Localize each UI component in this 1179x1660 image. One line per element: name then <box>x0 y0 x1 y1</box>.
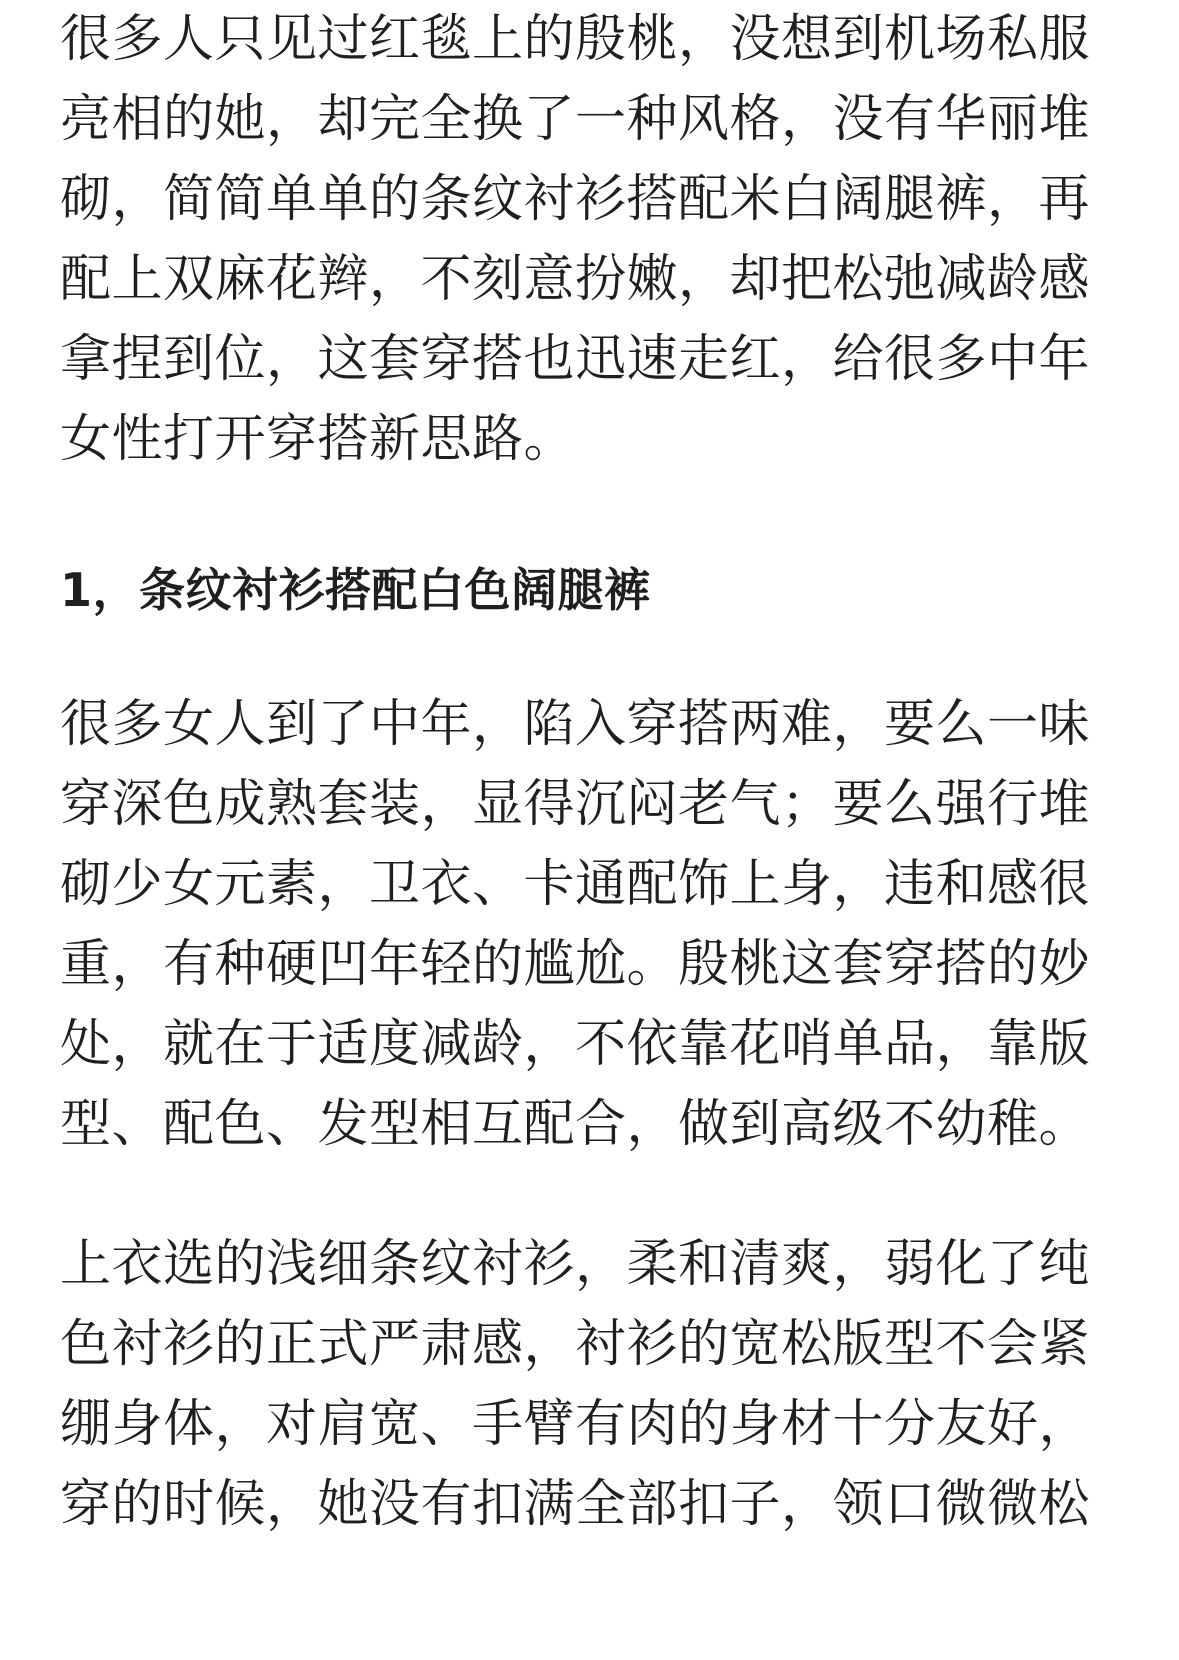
section-heading: 1，条纹衬衫搭配白色阔腿裤 <box>60 563 651 617</box>
paragraph-line: 配上双麻花辫，不刻意扮嫩，却把松弛减龄感 <box>60 250 1091 309</box>
paragraph-line: 型、配色、发型相互配合，做到高级不幼稚。 <box>60 1095 1091 1154</box>
paragraph-line: 重，有种硬凹年轻的尴尬。殷桃这套穿搭的妙 <box>60 935 1091 994</box>
paragraph-line: 色衬衫的正式严肃感，衬衫的宽松版型不会紧 <box>60 1315 1091 1374</box>
article-paragraph <box>60 1225 1119 1545</box>
paragraph-line: 处，就在于适度减龄，不依靠花哨单品，靠版 <box>60 1015 1091 1074</box>
paragraph-line: 穿的时候，她没有扣满全部扣子，领口微微松 <box>60 1475 1091 1534</box>
article-paragraph <box>60 0 1119 480</box>
paragraph-line: 拿捏到位，这套穿搭也迅速走红，给很多中年 <box>60 330 1091 389</box>
article-paragraph <box>60 685 1119 1165</box>
paragraph-line: 上衣选的浅细条纹衬衫，柔和清爽，弱化了纯 <box>60 1235 1091 1294</box>
paragraph-line: 砌，简简单单的条纹衬衫搭配米白阔腿裤，再 <box>60 170 1091 229</box>
paragraph-line: 亮相的她，却完全换了一种风格，没有华丽堆 <box>60 90 1091 149</box>
paragraph-line: 穿深色成熟套装，显得沉闷老气；要么强行堆 <box>60 775 1091 834</box>
paragraph-line: 绷身体，对肩宽、手臂有肉的身材十分友好， <box>60 1395 1091 1454</box>
paragraph-line: 很多女人到了中年，陷入穿搭两难，要么一味 <box>60 695 1091 754</box>
paragraph-line: 女性打开穿搭新思路。 <box>60 410 576 469</box>
paragraph-line: 很多人只见过红毯上的殷桃，没想到机场私服 <box>60 10 1091 69</box>
paragraph-line: 砌少女元素，卫衣、卡通配饰上身，违和感很 <box>60 855 1091 914</box>
